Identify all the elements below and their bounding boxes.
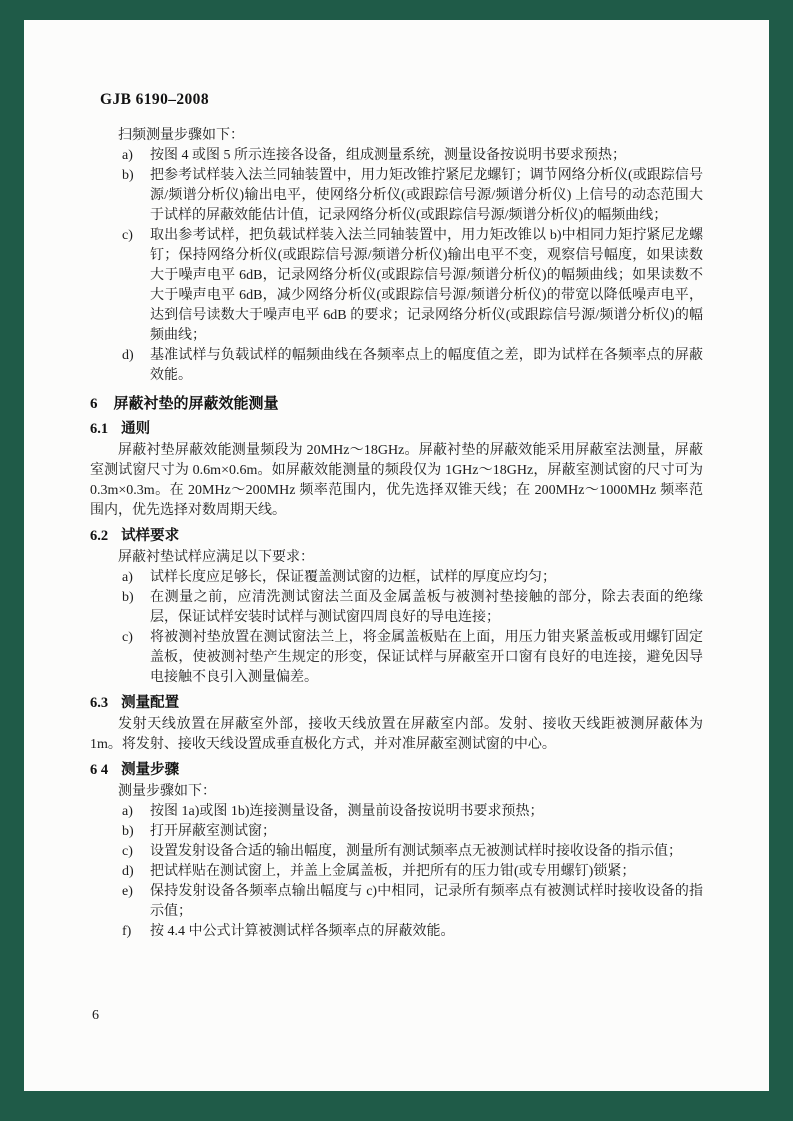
list-item-text: 取出参考试样，把负载试样装入法兰同轴装置中，用力矩改锥以 b)中相同力矩拧紧尼龙螺钉；保持网络分析仪(或跟踪信号源/频谱分析仪)输出电平不变，观察信号幅度，如果读数大于噪声电平 6dB，记录网络分析仪(或跟踪信号源/频谱分析仪)的幅频曲线；如果读数不大于噪声电平 6dB，减少网络分析仪(或跟踪信号源/频谱分析仪)的带宽以降低噪声电平，达到信号读数大于噪声电平 6dB 的要求；记录网络分析仪(或跟踪信号源/频谱分析仪)的幅频曲线； <box>150 228 703 343</box>
list-item <box>90 802 703 822</box>
list-item <box>90 568 703 588</box>
sweep-steps-lead: 扫频测量步骤如下： <box>118 128 244 143</box>
list-item-text: 打开屏蔽室测试窗； <box>150 824 276 839</box>
section-number: 6 4 <box>90 762 109 778</box>
sample-requirements-list <box>90 568 703 688</box>
list-item-text: 将被测衬垫放置在测试窗法兰上，将金属盖板贴在上面，用压力钳夹紧盖板或用螺钉固定盖板，使被测衬垫产生规定的形变，保证试样与屏蔽室开口窗有良好的电连接，避免因导电接触不良引入测量偏差。 <box>150 630 703 685</box>
list-item <box>90 166 703 226</box>
section-6-4-lead: 测量步骤如下： <box>118 784 216 799</box>
page-number: 6 <box>92 1008 99 1023</box>
list-item-text: 试样长度应足够长，保证覆盖测试窗的边框，试样的厚度应均匀； <box>150 570 556 585</box>
section-6-3-heading <box>90 693 703 713</box>
section-6-3-paragraph: 发射天线放置在屏蔽室外部，接收天线放置在屏蔽室内部。发射、接收天线距被测屏蔽体为 1m。将发射、接收天线设置成垂直极化方式，并对准屏蔽室测试窗的中心。 <box>90 717 703 752</box>
list-item-text: 把参考试样装入法兰同轴装置中，用力矩改锥拧紧尼龙螺钉；调节网络分析仪(或跟踪信号源/频谱分析仪)输出电平，使网络分析仪(或跟踪信号源/频谱分析仪) 上信号的动态范围大于试样的屏蔽效能估计值，记录网络分析仪(或跟踪信号源/频谱分析仪)的幅频曲线； <box>150 168 703 223</box>
section-6-2-lead: 屏蔽衬垫试样应满足以下要求： <box>118 550 314 565</box>
section-6-heading <box>90 394 703 414</box>
list-item <box>90 822 703 842</box>
list-item-marker: b) <box>122 824 134 839</box>
section-title: 通则 <box>121 421 151 437</box>
section-6-1-paragraph: 屏蔽衬垫屏蔽效能测量频段为 20MHz～18GHz。屏蔽衬垫的屏蔽效能采用屏蔽室法测量，屏蔽室测试窗尺寸为 0.6m×0.6m。如屏蔽效能测量的频段仅为 1GHz～18GHz，屏蔽室测试窗的尺寸可为 0.3m×0.3m。在 20MHz～200MHz 频率范围内，优先选择双锥天线；在 200MHz～1000MHz 频率范围内，优先选择对数周期天线。 <box>90 443 703 518</box>
list-item-marker: a) <box>122 148 133 163</box>
section-title: 试样要求 <box>121 528 180 544</box>
list-item <box>90 588 703 628</box>
list-item-marker: d) <box>122 348 134 363</box>
list-item-text: 按图 4 或图 5 所示连接各设备，组成测量系统，测量设备按说明书要求预热； <box>150 148 626 163</box>
list-item <box>90 226 703 346</box>
list-item-marker: a) <box>122 570 133 585</box>
list-item-marker: c) <box>122 228 133 243</box>
list-item-marker: c) <box>122 630 133 645</box>
section-number: 6 <box>90 396 98 412</box>
list-item-text: 在测量之前，应清洗测试窗法兰面及金属盖板与被测衬垫接触的部分，除去表面的绝缘层，保证试样安装时试样与测试窗四周良好的导电连接； <box>150 590 703 625</box>
list-item-marker: b) <box>122 590 134 605</box>
list-item-marker: d) <box>122 864 134 879</box>
list-item-marker: a) <box>122 804 133 819</box>
list-item-marker: c) <box>122 844 133 859</box>
list-item <box>90 842 703 862</box>
section-6-4-heading <box>90 760 703 780</box>
section-number: 6.2 <box>90 528 109 544</box>
list-item <box>90 862 703 882</box>
section-number: 6.1 <box>90 421 109 437</box>
list-item <box>90 922 703 942</box>
section-6-2-heading <box>90 526 703 546</box>
section-title: 屏蔽衬垫的屏蔽效能测量 <box>113 396 279 412</box>
list-item-marker: e) <box>122 884 133 899</box>
list-item <box>90 146 703 166</box>
list-item <box>90 628 703 688</box>
page-content <box>24 20 769 942</box>
list-item-text: 把试样贴在测试窗上，并盖上金属盖板，并把所有的压力钳(或专用螺钉)锁紧； <box>150 864 636 879</box>
section-title: 测量配置 <box>121 695 180 711</box>
list-item-text: 按 4.4 中公式计算被测试样各频率点的屏蔽效能。 <box>150 924 455 939</box>
sweep-steps-list <box>90 146 703 386</box>
list-item-text: 基准试样与负载试样的幅频曲线在各频率点上的幅度值之差，即为试样在各频率点的屏蔽效能。 <box>150 348 703 383</box>
standard-number-header: GJB 6190–2008 <box>100 91 209 108</box>
list-item-text: 按图 1a)或图 1b)连接测量设备，测量前设备按说明书要求预热； <box>150 804 544 819</box>
list-item-marker: b) <box>122 168 134 183</box>
list-item-marker: f) <box>122 924 132 939</box>
document-page <box>24 20 769 1091</box>
section-title: 测量步骤 <box>121 762 180 778</box>
list-item <box>90 882 703 922</box>
section-number: 6.3 <box>90 695 109 711</box>
section-6-1-heading <box>90 419 703 439</box>
measurement-steps-list <box>90 802 703 942</box>
list-item <box>90 346 703 386</box>
list-item-text: 保持发射设备各频率点输出幅度与 c)中相同，记录所有频率点有被测试样时接收设备的指示值； <box>150 884 703 919</box>
list-item-text: 设置发射设备合适的输出幅度，测量所有测试频率点无被测试样时接收设备的指示值； <box>150 844 682 859</box>
